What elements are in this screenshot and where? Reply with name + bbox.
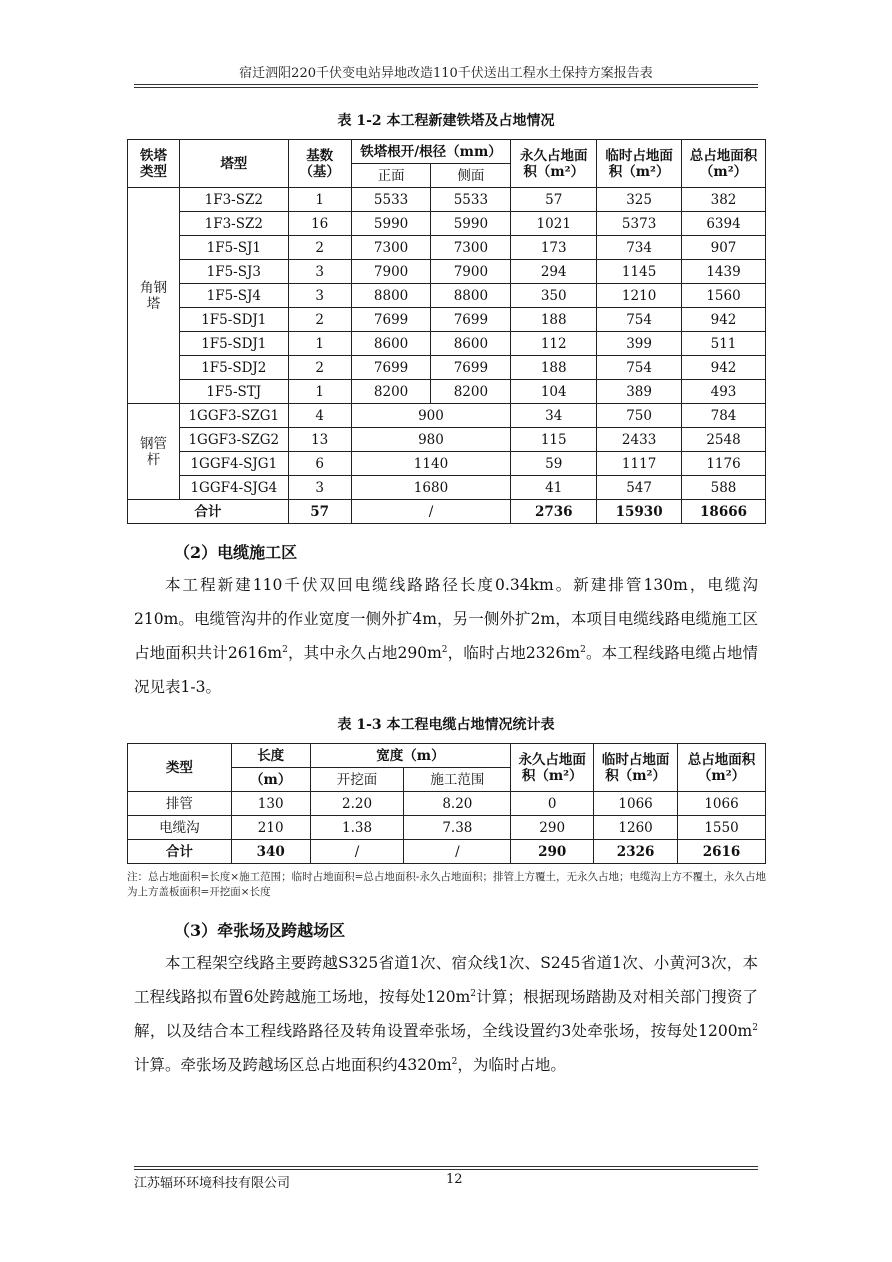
cell-temporary: 754: [597, 356, 682, 380]
table1-caption: 表 1-2 本工程新建铁塔及占地情况: [337, 113, 555, 129]
cell-total: 2548: [682, 428, 766, 452]
table-row: [128, 380, 766, 404]
th-tower-type: 铁塔类型: [128, 140, 180, 188]
table-row: [128, 476, 766, 500]
th2-permanent: 永久占地面积（m²）: [511, 744, 594, 792]
cell-temporary: 5373: [597, 212, 682, 236]
s2-text-a: 本工程新建110千伏双回电缆线路路径长度0.34km。新建排管130m，电缆沟210m。电缆管沟井的作业宽度一侧外扩4m，另一侧外扩2m，本项目电缆线路电缆施工区占地面积共计2616m: [134, 576, 758, 662]
page-number: 12: [446, 1172, 463, 1187]
cell-total: 6394: [682, 212, 766, 236]
cell-count: 16: [288, 212, 351, 236]
t2-total-construction: /: [404, 840, 511, 864]
cell-temporary: 547: [597, 476, 682, 500]
cell-model: 1F5-SDJ2: [179, 356, 288, 380]
cell-temporary: 2433: [597, 428, 682, 452]
cell-model: 1F3-SZ2: [179, 212, 288, 236]
cell-model: 1F3-SZ2: [179, 188, 288, 212]
cell-permanent: 173: [511, 236, 597, 260]
s3-text-a: 本工程架空线路主要跨越S325省道1次、宿众线1次、S245省道1次、小黄河3次，本工程线路拟布置6处跨越施工场地，按每处120m: [134, 954, 758, 1006]
table-row: [128, 236, 766, 260]
cell-excavation: 1.38: [310, 816, 404, 840]
table2-note: 注：总占地面积=长度×施工范围；临时占地面积=总占地面积-永久占地面积；排管上方覆土，无永久占地；电缆沟上方不覆土，永久占地为上方盖板面积=开挖面×长度: [127, 871, 766, 898]
cell-side: 8200: [431, 380, 511, 404]
table-row: [128, 332, 766, 356]
cable-table: [127, 743, 766, 864]
cell-total: 1560: [682, 284, 766, 308]
cell-front: 7900: [351, 260, 431, 284]
cell-permanent: 188: [511, 308, 597, 332]
th2-temporary: 临时占地面积（m²）: [594, 744, 678, 792]
cell-temporary: 1260: [594, 816, 678, 840]
th2-excavation: 开挖面: [310, 768, 404, 792]
cell-construction: 7.38: [404, 816, 511, 840]
cell-temporary: 389: [597, 380, 682, 404]
cell-front: 5533: [351, 188, 431, 212]
cell-permanent: 290: [511, 816, 594, 840]
th-total: 总占地面积（m²）: [682, 140, 766, 188]
cell-front: 7699: [351, 308, 431, 332]
cell-type: 电缆沟: [128, 816, 232, 840]
cell-count: 3: [288, 260, 351, 284]
table-row: [128, 188, 766, 212]
s3-sup-c: 2: [451, 1056, 458, 1067]
section3-paragraph: [134, 946, 758, 1082]
cell-excavation: 2.20: [310, 792, 404, 816]
th2-construction: 施工范围: [404, 768, 511, 792]
cell-count: 2: [288, 356, 351, 380]
cell-total: 1550: [678, 816, 766, 840]
cell-permanent: 57: [511, 188, 597, 212]
page-header: 宿迁泗阳220千伏变电站异地改造110千伏送出工程水土保持方案报告表: [239, 66, 653, 81]
cell-model: 1F5-SDJ1: [179, 308, 288, 332]
cell-permanent: 188: [511, 356, 597, 380]
th2-length: 长度: [231, 744, 310, 768]
cell-front: 7300: [351, 236, 431, 260]
cell-side: 5990: [431, 212, 511, 236]
cell-permanent: 112: [511, 332, 597, 356]
table-row: [128, 284, 766, 308]
cell-count: 3: [288, 284, 351, 308]
s2-sup-a: 2: [282, 644, 288, 655]
total-root: /: [351, 500, 511, 524]
cell-temporary: 1210: [597, 284, 682, 308]
cell-total: 1176: [682, 452, 766, 476]
table-row: [128, 308, 766, 332]
cell-permanent: 1021: [511, 212, 597, 236]
table-row: [128, 816, 766, 840]
footer-company: 江苏辐环环境科技有限公司: [134, 1176, 291, 1191]
cell-root: 900: [351, 404, 511, 428]
table2-caption: 表 1-3 本工程电缆占地情况统计表: [337, 717, 555, 733]
th-root: 铁塔根开/根径（mm）: [351, 140, 511, 164]
cell-total: 1066: [678, 792, 766, 816]
header-rule: [134, 84, 758, 85]
cell-total: 1439: [682, 260, 766, 284]
cell-permanent: 34: [511, 404, 597, 428]
cell-permanent: 350: [511, 284, 597, 308]
cell-total: 942: [682, 308, 766, 332]
cell-model: 1F5-SJ3: [179, 260, 288, 284]
cell-count: 1: [288, 380, 351, 404]
cell-permanent: 115: [511, 428, 597, 452]
th-front: 正面: [351, 164, 431, 188]
cell-count: 1: [288, 332, 351, 356]
cell-side: 7900: [431, 260, 511, 284]
th2-length-unit: （m）: [231, 768, 310, 792]
s2-text-c: ，临时占地2326m: [447, 644, 581, 662]
cell-temporary: 734: [597, 236, 682, 260]
cell-model: 1GGF3-SZG1: [179, 404, 288, 428]
cell-temporary: 1117: [597, 452, 682, 476]
cell-total: 588: [682, 476, 766, 500]
cell-side: 7300: [431, 236, 511, 260]
s2-text-b: ，其中永久占地290m: [287, 644, 442, 662]
s3-text-c: 计算。牵张场及跨越场区总占地面积约4320m: [134, 1056, 452, 1074]
table-row: [128, 452, 766, 476]
table-row: [128, 404, 766, 428]
section2-paragraph: [134, 568, 758, 704]
cell-permanent: 41: [511, 476, 597, 500]
cell-total: 493: [682, 380, 766, 404]
cell-total: 511: [682, 332, 766, 356]
cell-count: 13: [288, 428, 351, 452]
cell-permanent: 104: [511, 380, 597, 404]
s3-sup-a: 2: [470, 988, 477, 999]
cell-total: 382: [682, 188, 766, 212]
s3-text-b: 计算；根据现场踏勘及对相关部门搜资了解，以及结合本工程线路路径及转角设置牵张场，全线设置约3处牵张场，按每处1200m: [134, 988, 758, 1040]
cell-total: 942: [682, 356, 766, 380]
th2-type: 类型: [128, 744, 232, 792]
th2-total: 总占地面积（m²）: [678, 744, 766, 792]
cell-total: 907: [682, 236, 766, 260]
cell-side: 8800: [431, 284, 511, 308]
total-count: 57: [288, 500, 351, 524]
cell-total: 784: [682, 404, 766, 428]
cell-model: 1F5-SDJ1: [179, 332, 288, 356]
cell-front: 7699: [351, 356, 431, 380]
cell-count: 2: [288, 308, 351, 332]
cell-count: 2: [288, 236, 351, 260]
total-permanent: 2736: [511, 500, 597, 524]
s3-sup-b: 2: [752, 1022, 758, 1033]
footer-rule-thin: [134, 1166, 758, 1167]
th-count: 基数（基）: [288, 140, 351, 188]
footer-rule: [134, 1169, 758, 1170]
th-temporary: 临时占地面积（m²）: [597, 140, 682, 188]
cell-front: 8200: [351, 380, 431, 404]
cell-model: 1F5-SJ1: [179, 236, 288, 260]
cell-count: 3: [288, 476, 351, 500]
cell-side: 5533: [431, 188, 511, 212]
cell-model: 1GGF3-SZG2: [179, 428, 288, 452]
cell-length: 130: [231, 792, 310, 816]
table-row: [128, 212, 766, 236]
th-permanent: 永久占地面积（m²）: [511, 140, 597, 188]
t2-total-excavation: /: [310, 840, 404, 864]
s3-text-d: ，为临时占地。: [457, 1056, 566, 1074]
t2-total-permanent: 290: [511, 840, 594, 864]
total-total: 18666: [682, 500, 766, 524]
table-row: [128, 428, 766, 452]
cell-count: 6: [288, 452, 351, 476]
cell-temporary: 754: [597, 308, 682, 332]
t2-total-length: 340: [231, 840, 310, 864]
header-rule-thin: [134, 87, 758, 88]
cell-temporary: 399: [597, 332, 682, 356]
tower-table: [127, 139, 766, 524]
s2-sup-b: 2: [441, 644, 448, 655]
cell-permanent: 0: [511, 792, 594, 816]
th2-width: 宽度（m）: [310, 744, 511, 768]
s2-sup-c: 2: [580, 644, 586, 655]
t2-total-label: 合计: [128, 840, 232, 864]
t2-total-temporary: 2326: [594, 840, 678, 864]
cell-side: 8600: [431, 332, 511, 356]
cell-front: 8800: [351, 284, 431, 308]
cell-side: 7699: [431, 308, 511, 332]
cell-root: 1140: [351, 452, 511, 476]
cell-temporary: 1066: [594, 792, 678, 816]
th-model: 塔型: [179, 140, 288, 188]
cell-model: 1GGF4-SJG1: [179, 452, 288, 476]
cell-length: 210: [231, 816, 310, 840]
group-label-angle: 角钢塔: [128, 188, 180, 404]
cell-side: 7699: [431, 356, 511, 380]
total-label: 合计: [128, 500, 289, 524]
cell-root: 1680: [351, 476, 511, 500]
cell-type: 排管: [128, 792, 232, 816]
cell-count: 1: [288, 188, 351, 212]
cell-model: 1GGF4-SJG4: [179, 476, 288, 500]
total-temporary: 15930: [597, 500, 682, 524]
s2-text-d: 。本工程线路电缆占地情况见表1-3。: [134, 644, 758, 696]
cell-construction: 8.20: [404, 792, 511, 816]
cell-root: 980: [351, 428, 511, 452]
cell-front: 5990: [351, 212, 431, 236]
table-row: [128, 792, 766, 816]
cell-temporary: 325: [597, 188, 682, 212]
section3-title: （3）牵张场及跨越场区: [174, 921, 346, 940]
cell-front: 8600: [351, 332, 431, 356]
group-label-pipe: 钢管杆: [128, 404, 180, 500]
th-side: 侧面: [431, 164, 511, 188]
cell-model: 1F5-SJ4: [179, 284, 288, 308]
section2-title: （2）电缆施工区: [174, 543, 298, 562]
cell-permanent: 59: [511, 452, 597, 476]
table-row: [128, 260, 766, 284]
cell-model: 1F5-STJ: [179, 380, 288, 404]
cell-temporary: 750: [597, 404, 682, 428]
cell-temporary: 1145: [597, 260, 682, 284]
cell-count: 4: [288, 404, 351, 428]
t2-total-total: 2616: [678, 840, 766, 864]
cell-permanent: 294: [511, 260, 597, 284]
table-row: [128, 356, 766, 380]
